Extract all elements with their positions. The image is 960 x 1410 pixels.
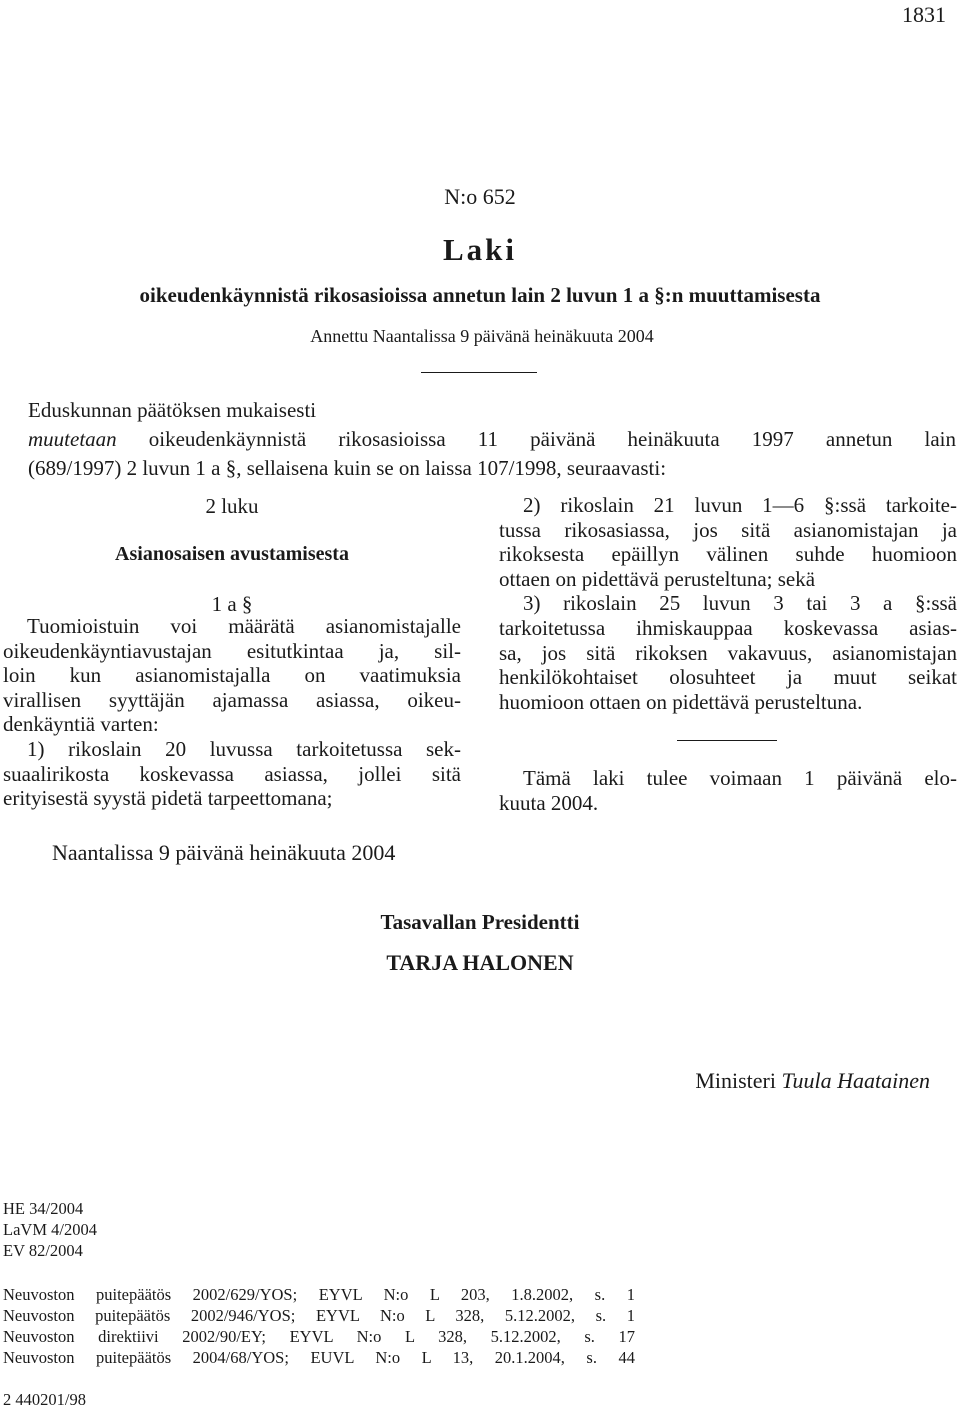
left-column-text [3, 614, 461, 811]
text-line: denkäyntiä varten: [3, 712, 159, 737]
eu-references [3, 1284, 635, 1368]
signing-place-date: Naantalissa 9 päivänä heinäkuuta 2004 [52, 840, 396, 865]
reference-line: Neuvoston puitepäätös 2002/629/YOS; EYVL N:o L 203, 1.8.2002, s. 1 [3, 1285, 635, 1304]
text-line: Tuomioistuin voi määrätä asianomistajalle [27, 614, 461, 638]
statute-title: oikeudenkäynnistä rikosasioissa annetun lain 2 luvun 1 a §:n muuttamisesta [139, 283, 821, 307]
text-line: henkilökohtaiset olosuhteet ja muut seikat [499, 665, 957, 690]
text-line: 3) rikoslain 25 luvun 3 tai 3 a §:ssä [523, 591, 957, 616]
preamble-line-3: (689/1997) 2 luvun 1 a §, sellaisena kuin se on laissa 107/1998, seuraavasti: [28, 456, 667, 480]
list-item-3 [499, 591, 957, 714]
reference-line: Neuvoston puitepäätös 2004/68/YOS; EUVL N:o L 13, 20.1.2004, s. 44 [3, 1348, 635, 1367]
list-item-2 [499, 493, 957, 591]
text-line: 1) rikoslain 20 luvussa tarkoitetussa sek- [27, 736, 461, 761]
chapter-label: 2 luku [205, 494, 259, 518]
page-number: 1831 [902, 2, 946, 27]
text-line: tarkoitetussa ihmiskauppaa koskevassa asias- [499, 615, 957, 640]
president-title: Tasavallan Presidentti [380, 910, 580, 934]
reference-line: LaVM 4/2004 [3, 1220, 97, 1239]
statute-number: N:o 652 [444, 184, 516, 209]
preamble-line-2 [28, 425, 956, 454]
header-divider [421, 372, 537, 373]
chapter-title: Asianosaisen avustamisesta [115, 543, 349, 565]
minister-signature [695, 1068, 930, 1094]
text-line: Tämä laki tulee voimaan 1 päivänä elo- [523, 766, 957, 790]
preamble-line-2-text: oikeudenkäynnistä rikosasioissa 11 päivänä heinäkuuta 1997 annetun lain [116, 427, 956, 451]
text-line: loin kun asianomistajalla on vaatimuksia [3, 663, 461, 688]
text-line: sa, jos sitä rikoksen vakavuus, asianomistajan [499, 640, 957, 665]
preamble-line-1: Eduskunnan päätöksen mukaisesti [28, 398, 317, 422]
section-heading: 1 a § [211, 592, 253, 616]
reference-line: EV 82/2004 [3, 1241, 83, 1260]
president-name: TARJA HALONEN [386, 950, 574, 975]
text-line: oikeudenkäyntiavustajan esitutkintaa ja, sil- [3, 638, 461, 663]
text-line: ottaen on pidettävä perusteltuna; sekä [499, 566, 816, 591]
text-line: 2) rikoslain 21 luvun 1—6 §:ssä tarkoite- [523, 493, 957, 517]
text-line: virallisen syyttäjän ajamassa asiassa, oikeu- [3, 687, 461, 712]
list-item-1 [3, 737, 461, 811]
preparatory-references [3, 1198, 303, 1261]
text-line: suaalirikosta koskevassa asiassa, jollei sitä [3, 761, 461, 786]
entry-into-force [499, 766, 957, 815]
right-column-text [499, 493, 957, 714]
reference-line: Neuvoston puitepäätös 2002/946/YOS; EYVL N:o L 328, 5.12.2002, s. 1 [3, 1306, 635, 1325]
text-line: tussa rikosasiassa, jos sitä asianomistajan ja [499, 517, 957, 542]
text-line: rikoksesta epäillyn välinen suhde huomioon [499, 542, 957, 567]
text-line: erityisestä syystä pidetä tarpeettomana; [3, 786, 333, 811]
section-divider [677, 740, 777, 741]
text-line: kuuta 2004. [499, 790, 599, 815]
section-intro [3, 614, 461, 737]
given-date: Annettu Naantalissa 9 päivänä heinäkuuta 2004 [310, 326, 654, 346]
minister-title: Ministeri [695, 1068, 776, 1093]
text-line: huomioon ottaen on pidettävä perusteltuna. [499, 689, 863, 714]
preamble-verb: muutetaan [28, 427, 117, 451]
reference-line: Neuvoston direktiivi 2002/90/EY; EYVL N:o L 328, 5.12.2002, s. 17 [3, 1327, 635, 1346]
print-code: 2 440201/98 [3, 1390, 86, 1409]
statute-kind: Laki [442, 232, 518, 267]
minister-name: Tuula Haatainen [781, 1068, 930, 1093]
reference-line: HE 34/2004 [3, 1199, 84, 1218]
